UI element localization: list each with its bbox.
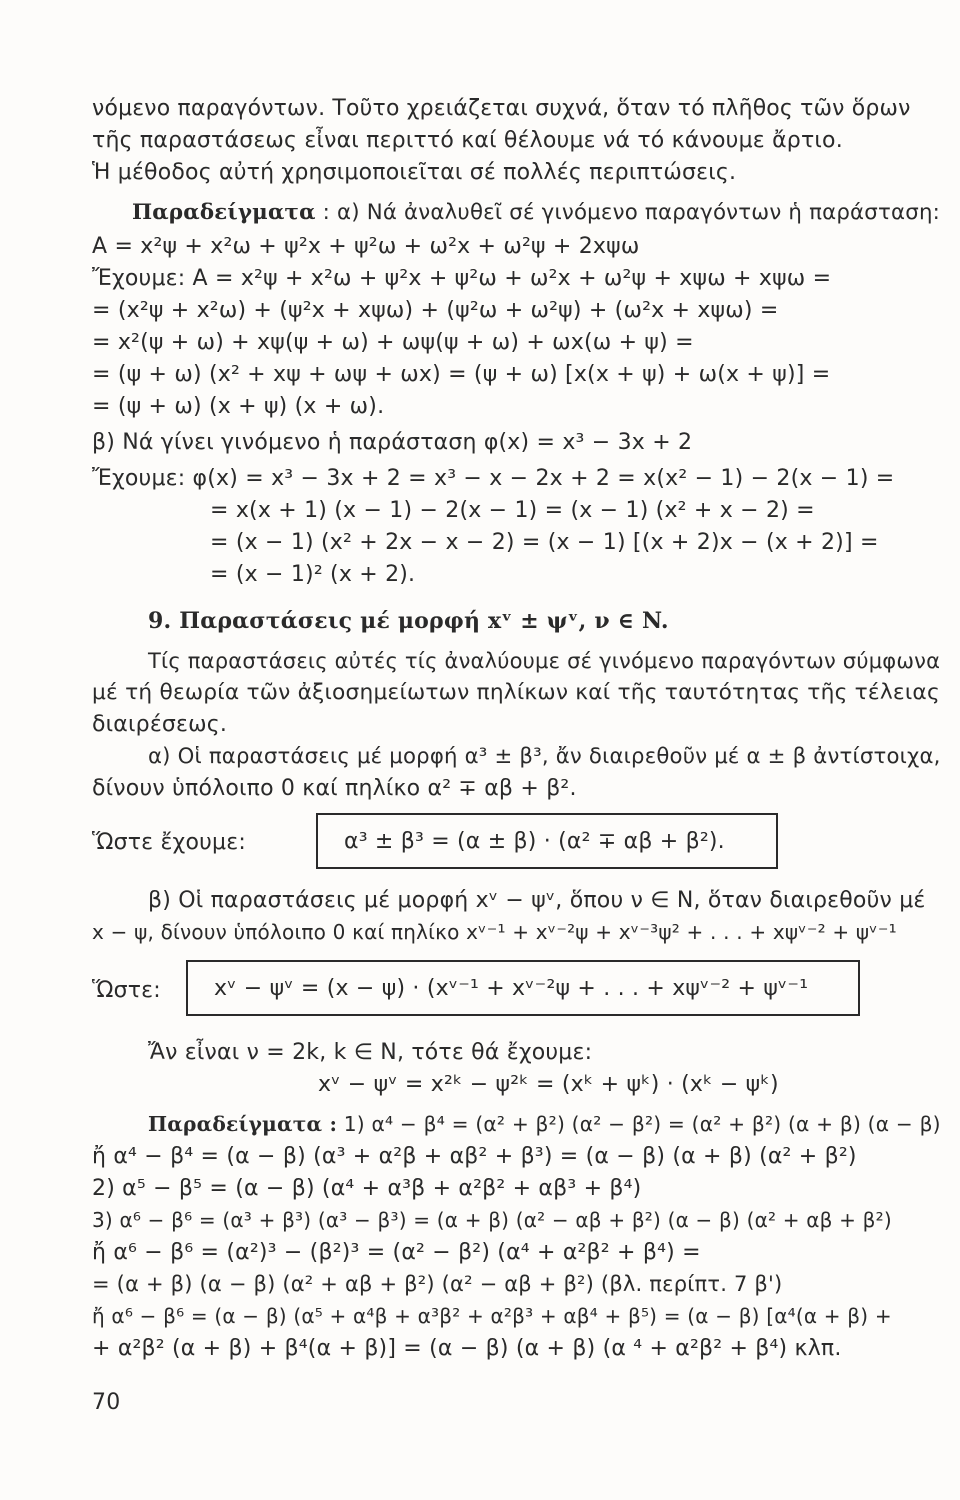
math-line: xᵛ − ψᵛ = x²ᵏ − ψ²ᵏ = (xᵏ + ψᵏ) · (xᵏ − ψᵏ) — [318, 1072, 779, 1097]
math-line: ἤ α⁶ − β⁶ = (α − β) (α⁵ + α⁴β + α³β² + α²β³ + αβ⁴ + β⁵) = (α − β) [α⁴(α + β) + — [92, 1304, 892, 1328]
box-label: Ὥστε: — [92, 978, 161, 1003]
math-line: ἤ α⁶ − β⁶ = (α²)³ − (β²)³ = (α² − β²) (α⁴ + α²β² + β⁴) = — [92, 1240, 701, 1265]
box-label: Ὥστε ἔχουμε: — [92, 830, 246, 855]
math-line: = x(x + 1) (x − 1) − 2(x − 1) = (x − 1) (x² + x − 2) = — [210, 498, 815, 523]
examples-intro — [148, 1114, 941, 1134]
text-line: Ἄν εἶναι ν = 2k, k ∈ N, τότε θά ἔχουμε: — [148, 1040, 593, 1065]
text-line: Ἡ μέθοδος αὐτή χρησιμοποιεῖται σέ πολλές περιπτώσεις. — [92, 160, 737, 185]
math-line: 1) α⁴ − β⁴ = (α² + β²) (α² − β²) = (α² + β²) (α + β) (α − β) — [337, 1112, 941, 1136]
identity-formula: α³ ± β³ = (α ± β) · (α² ∓ αβ + β²). — [344, 829, 725, 854]
math-line: + α²β² (α + β) + β⁴(α + β)] = (α − β) (α + β) (α ⁴ + α²β² + β⁴) κλπ. — [92, 1336, 842, 1361]
math-line: = (x − 1) (x² + 2x − x − 2) = (x − 1) [(x + 2)x − (x + 2)] = — [210, 530, 879, 555]
page-number: 70 — [92, 1390, 121, 1415]
examples-intro — [132, 202, 940, 223]
text-line: μέ τή θεωρία τῶν ἀξιοσημείωτων πηλίκων καί τῆς ταυτότητας τῆς τέλειας — [92, 680, 940, 705]
text-line: β) Οἱ παραστάσεις μέ μορφή xᵛ − ψᵛ, ὅπου ν ∈ N, ὅταν διαιρεθοῦν μέ — [148, 888, 926, 913]
math-line: 3) α⁶ − β⁶ = (α³ + β³) (α³ − β³) = (α + β) (α² − αβ + β²) (α − β) (α² + αβ + β²) — [92, 1208, 892, 1232]
text-line: Τίς παραστάσεις αὐτές τίς ἀναλύουμε σέ γινόμενο παραγόντων σύμφωνα — [148, 648, 941, 673]
math-line: ἤ α⁴ − β⁴ = (α − β) (α³ + α²β + αβ² + β³) = (α − β) (α + β) (α² + β²) — [92, 1144, 857, 1169]
math-line: β) Νά γίνει γινόμενο ἡ παράσταση φ(x) = x³ − 3x + 2 — [92, 430, 693, 455]
text-line: α) Οἱ παραστάσεις μέ μορφή α³ ± β³, ἄν διαιρεθοῦν μέ α ± β ἀντίστοιχα, — [148, 744, 941, 769]
text-line: διαιρέσεως. — [92, 712, 228, 737]
text-line: δίνουν ὑπόλοιπο 0 καί πηλίκο α² ∓ αβ + β². — [92, 776, 577, 801]
math-line: = (ψ + ω) (x + ψ) (x + ω). — [92, 394, 385, 419]
math-line: A = x²ψ + x²ω + ψ²x + ψ²ω + ω²x + ω²ψ + 2xψω — [92, 234, 640, 259]
section-title: 9. Παραστάσεις μέ μορφή xᵛ ± ψᵛ, ν ∈ N. — [148, 608, 669, 634]
examples-heading: Παραδείγματα — [132, 200, 316, 225]
text-line: νόμενο παραγόντων. Τοῦτο χρειάζεται συχνά, ὅταν τό πλῆθος τῶν ὅρων — [92, 96, 911, 121]
math-line: Ἔχουμε: A = x²ψ + x²ω + ψ²x + ψ²ω + ω²x + ω²ψ + xψω + xψω = — [92, 266, 832, 291]
math-line: = (α + β) (α − β) (α² + αβ + β²) (α² − αβ + β²) (βλ. περίπτ. 7 β') — [92, 1272, 783, 1296]
math-line: = (x − 1)² (x + 2). — [210, 562, 416, 587]
identity-box — [186, 960, 860, 1016]
text-line: x − ψ, δίνουν ὑπόλοιπο 0 καί πηλίκο xᵛ⁻¹ + xᵛ⁻²ψ + xᵛ⁻³ψ² + . . . + xψᵛ⁻² + ψᵛ⁻¹ — [92, 920, 897, 944]
text-line: τῆς παραστάσεως εἶναι περιττό καί θέλουμε νά τό κάνουμε ἄρτιο. — [92, 128, 843, 153]
math-line: = x²(ψ + ω) + xψ(ψ + ω) + ωψ(ψ + ω) + ωx(ω + ψ) = — [92, 330, 694, 355]
identity-formula: xᵛ − ψᵛ = (x − ψ) · (xᵛ⁻¹ + xᵛ⁻²ψ + . . . + xψᵛ⁻² + ψᵛ⁻¹ — [214, 976, 809, 1001]
examples-heading: Παραδείγματα : — [148, 1112, 338, 1136]
math-line: 2) α⁵ − β⁵ = (α − β) (α⁴ + α³β + α²β² + αβ³ + β⁴) — [92, 1176, 642, 1201]
examples-intro-text: : α) Νά ἀναλυθεῖ σέ γινόμενο παραγόντων ἡ παράσταση: — [315, 200, 941, 225]
math-line: = (x²ψ + x²ω) + (ψ²x + xψω) + (ψ²ω + ω²ψ) + (ω²x + xψω) = — [92, 298, 779, 323]
math-line: = (ψ + ω) (x² + xψ + ωψ + ωx) = (ψ + ω) [x(x + ψ) + ω(x + ψ)] = — [92, 362, 831, 387]
math-line: Ἔχουμε: φ(x) = x³ − 3x + 2 = x³ − x − 2x + 2 = x(x² − 1) − 2(x − 1) = — [92, 466, 895, 491]
identity-box — [316, 813, 778, 869]
